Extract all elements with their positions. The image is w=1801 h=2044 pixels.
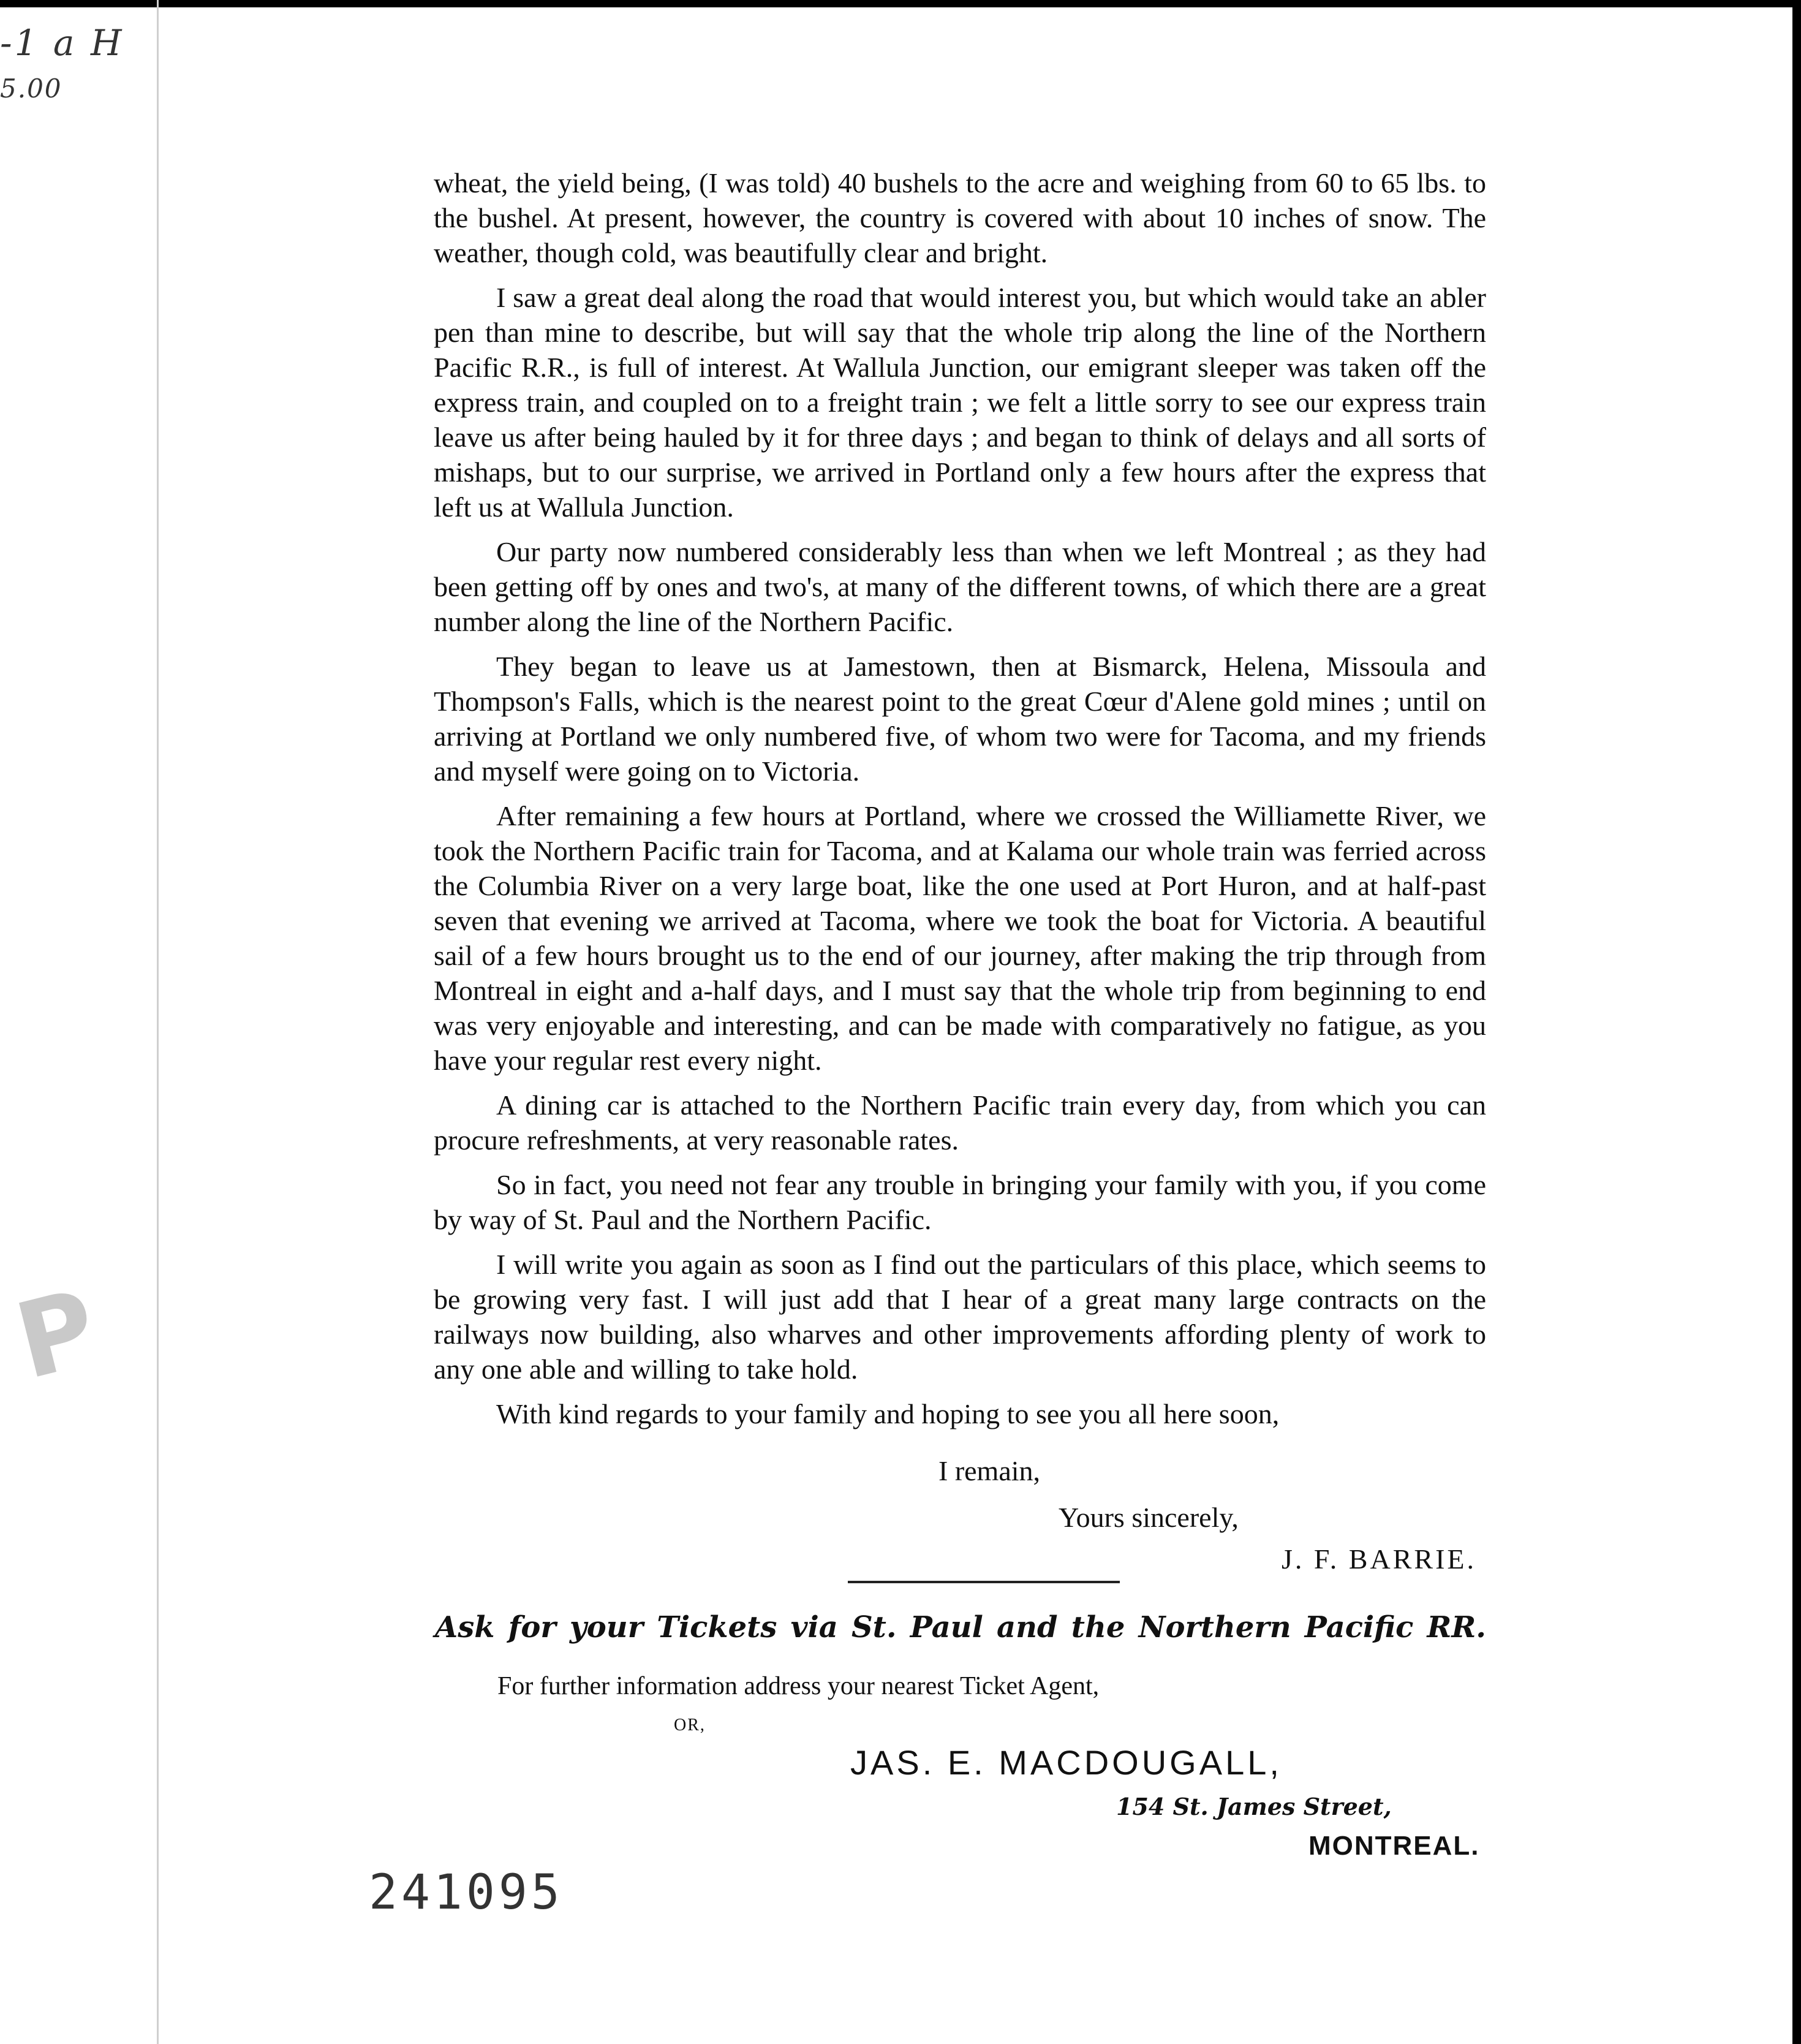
paragraph-4: They began to leave us at Jamestown, then at Bismarck, Helena, Missoula and Thompson's Falls, which is the nearest point to the great Cœur d'Alene gold mines ; until on arriving at Portland we only numbered five, of whom two were for Tacoma, and my friends and myself were going on to Victoria.: [434, 651, 1486, 787]
paragraph-7: So in fact, you need not fear any trouble in bringing your family with you, if you come by way of St. Paul and the Northern Pacific.: [434, 1169, 1486, 1235]
paragraph-5: After remaining a few hours at Portland, where we crossed the Williamette River, we took the Northern Pacific train for Tacoma, and at Kalama our whole train was ferried across the Columbia River on a very large boat, like the one used at Port Huron, and at half-past seven that evening we arrived at Tacoma, where we took the boat for Victoria. A beautiful sail of a few hours brought us to the end of our journey, after making the trip through from Montreal in eight and a-half days, and I must say that the whole trip from beginning to end was very enjoyable and interesting, and can be made with comparatively no fatigue, as you have your regular rest every night.: [434, 800, 1486, 1076]
paragraph-8: I will write you again as soon as I find out the particulars of this place, which seems to be growing very fast. I will just add that I hear of a great many large contracts on the railways now building, also wharves and other improvements affording plenty of work to any one able and willing to take hold.: [434, 1249, 1486, 1385]
paragraph-2: I saw a great deal along the road that would interest you, but which would take an abler pen than mine to describe, but will say that the whole trip along the line of the Northern Pacific R.R., is full of interest. At Wallula Junction, our emigrant sleeper was taken off the express train, and coupled on to a freight train ; we felt a little sorry to see our express train leave us after being hauled by it for three days ; and began to think of delays and all sorts of mishaps, but to our surprise, we arrived in Portland only a few hours after the express that left us at Wallula Junction.: [434, 282, 1486, 523]
closing-remain: I remain,: [938, 1455, 1041, 1486]
advert-or: OR,: [674, 1716, 706, 1735]
paragraph-3: Our party now numbered considerably less than when we left Montreal ; as they had been getting off by ones and two's, at many of the different towns, of which there are a great number along the line of the Northern Pacific.: [434, 536, 1486, 637]
advert-street: 154 St. James Street,: [1116, 1793, 1392, 1820]
page-fold-line: [157, 0, 159, 2044]
bleed-through-mark: P: [4, 1266, 108, 1404]
paragraph-9: With kind regards to your family and hoping to see you all here soon,: [496, 1398, 1280, 1429]
advert-city: MONTREAL.: [1308, 1831, 1480, 1861]
advert-headline: Ask for your Tickets via St. Paul and the Northern Pacific RR.: [435, 1610, 1486, 1645]
letter-body: [434, 165, 1486, 1441]
margin-note-1: -1 a H: [0, 22, 124, 64]
margin-note-2: 5.00: [0, 74, 62, 104]
paragraph-6: A dining car is attached to the Northern Pacific train every day, from which you can procure refreshments, at very reasonable rates.: [434, 1089, 1486, 1156]
signature: J. F. BARRIE.: [1282, 1543, 1476, 1575]
scan-border-right: [1792, 0, 1801, 2044]
paragraph-1: wheat, the yield being, (I was told) 40 bushels to the acre and weighing from 60 to 65 lbs. to the bushel. At present, however, the country is covered with about 10 inches of snow. The weather, though cold, was beautifully clear and bright.: [434, 167, 1486, 268]
scan-border-top: [0, 0, 1801, 7]
divider-rule: [848, 1581, 1120, 1583]
catalog-stamp-number: 241095: [369, 1865, 564, 1920]
closing-yours: Yours sincerely,: [1059, 1502, 1239, 1533]
advert-agent-name: JAS. E. MACDOUGALL,: [850, 1743, 1282, 1782]
advert-info: For further information address your nearest Ticket Agent,: [497, 1672, 1100, 1700]
